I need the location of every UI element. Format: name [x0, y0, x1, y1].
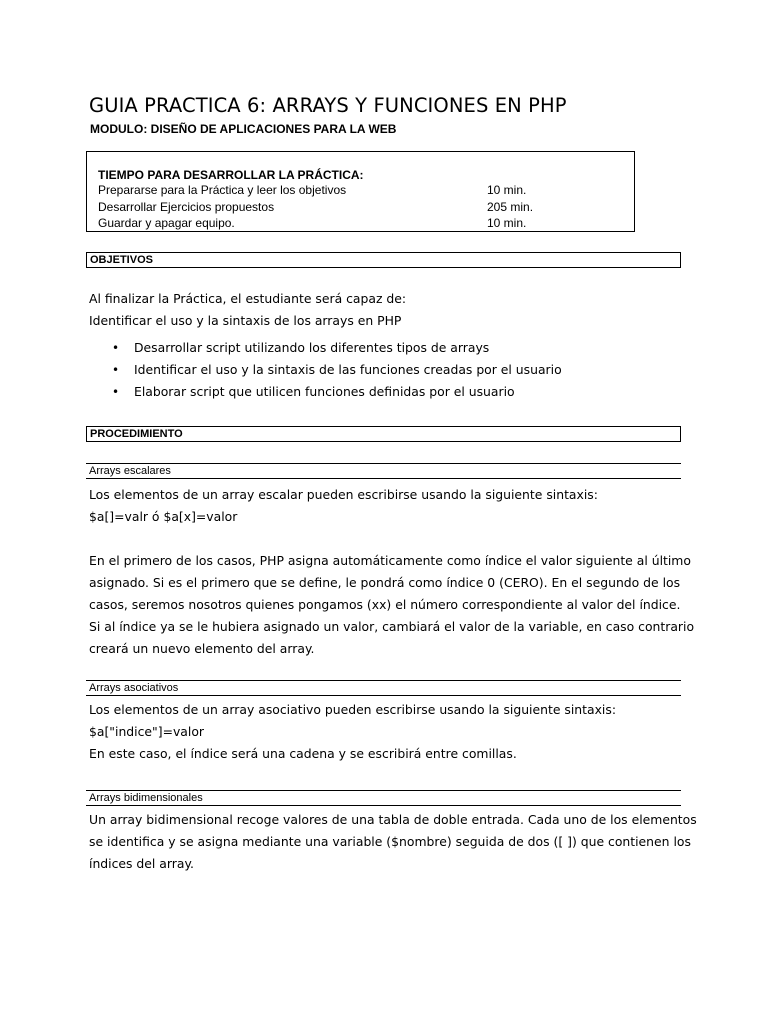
time-row-time: 10 min. — [487, 216, 527, 230]
paragraph-line: casos, seremos nosotros quienes pongamos (xx) el número correspondiente al valor del índice. — [89, 597, 681, 612]
time-row-time: 205 min. — [487, 200, 534, 214]
document-title: GUIA PRACTICA 6: ARRAYS Y FUNCIONES EN PHP — [89, 94, 567, 117]
arrays-asociativos-syntax: $a["indice"]=valor — [89, 724, 205, 739]
time-row-task: Guardar y apagar equipo. — [98, 216, 235, 230]
arrays-escalares-syntax: $a[]=valr ó $a[x]=valor — [89, 509, 238, 524]
arrays-bidimensionales-paragraph — [89, 809, 697, 875]
list-item — [112, 359, 562, 381]
list-item-text: Desarrollar script utilizando los diferentes tipos de arrays — [134, 340, 490, 355]
paragraph-line: se identifica y se asigna mediante una variable ($nombre) seguida de dos ([ ]) que contienen los — [89, 834, 691, 849]
arrays-escalares-paragraph — [89, 550, 695, 660]
arrays-asociativos-line1: Los elementos de un array asociativo pueden escribirse usando la siguiente sintaxis: — [89, 702, 617, 717]
document-subtitle: MODULO: DISEÑO DE APLICACIONES PARA LA WEB — [90, 122, 397, 136]
time-row-task: Prepararse para la Práctica y leer los objetivos — [98, 183, 347, 197]
procedimiento-section-label: PROCEDIMIENTO — [86, 426, 681, 442]
paragraph-line: asignado. Si es el primero que se define, le pondrá como índice 0 (CERO). En el segundo de los — [89, 575, 681, 590]
arrays-asociativos-body — [89, 699, 684, 765]
arrays-bidimensionales-heading: Arrays bidimensionales — [86, 790, 681, 806]
objetivos-intro-line: Al finalizar la Práctica, el estudiante será capaz de: — [89, 291, 407, 306]
list-item — [112, 337, 562, 359]
bullet-icon: • — [112, 385, 120, 399]
time-row — [98, 216, 628, 230]
paragraph-line: creará un nuevo elemento del array. — [89, 641, 315, 656]
arrays-escalares-heading: Arrays escalares — [86, 463, 681, 479]
bullet-icon: • — [112, 363, 120, 377]
time-row-time: 10 min. — [487, 183, 527, 197]
objetivos-line2: Identificar el uso y la sintaxis de los arrays en PHP — [89, 313, 402, 328]
objetivos-intro — [89, 288, 684, 332]
time-row — [98, 200, 628, 214]
arrays-asociativos-line3: En este caso, el índice será una cadena y se escribirá entre comillas. — [89, 746, 517, 761]
paragraph-line: Un array bidimensional recoge valores de una tabla de doble entrada. Cada uno de los elementos — [89, 812, 697, 827]
time-row — [98, 183, 628, 197]
objetivos-bullet-list — [112, 337, 562, 403]
time-allocation-box — [86, 151, 635, 232]
time-box-heading: TIEMPO PARA DESARROLLAR LA PRÁCTICA: — [98, 168, 364, 182]
list-item-text: Elaborar script que utilicen funciones definidas por el usuario — [134, 384, 515, 399]
arrays-escalares-intro — [89, 484, 684, 528]
paragraph-line: índices del array. — [89, 856, 194, 871]
objetivos-section-label: OBJETIVOS — [86, 252, 681, 268]
time-row-task: Desarrollar Ejercicios propuestos — [98, 200, 275, 214]
paragraph-line: En el primero de los casos, PHP asigna automáticamente como índice el valor siguiente al último — [89, 553, 691, 568]
arrays-asociativos-heading: Arrays asociativos — [86, 680, 681, 696]
bullet-icon: • — [112, 341, 120, 355]
arrays-escalares-line1: Los elementos de un array escalar pueden escribirse usando la siguiente sintaxis: — [89, 487, 598, 502]
list-item — [112, 381, 562, 403]
paragraph-line: Si al índice ya se le hubiera asignado un valor, cambiará el valor de la variable, en caso contrario — [89, 619, 695, 634]
list-item-text: Identificar el uso y la sintaxis de las funciones creadas por el usuario — [134, 362, 562, 377]
